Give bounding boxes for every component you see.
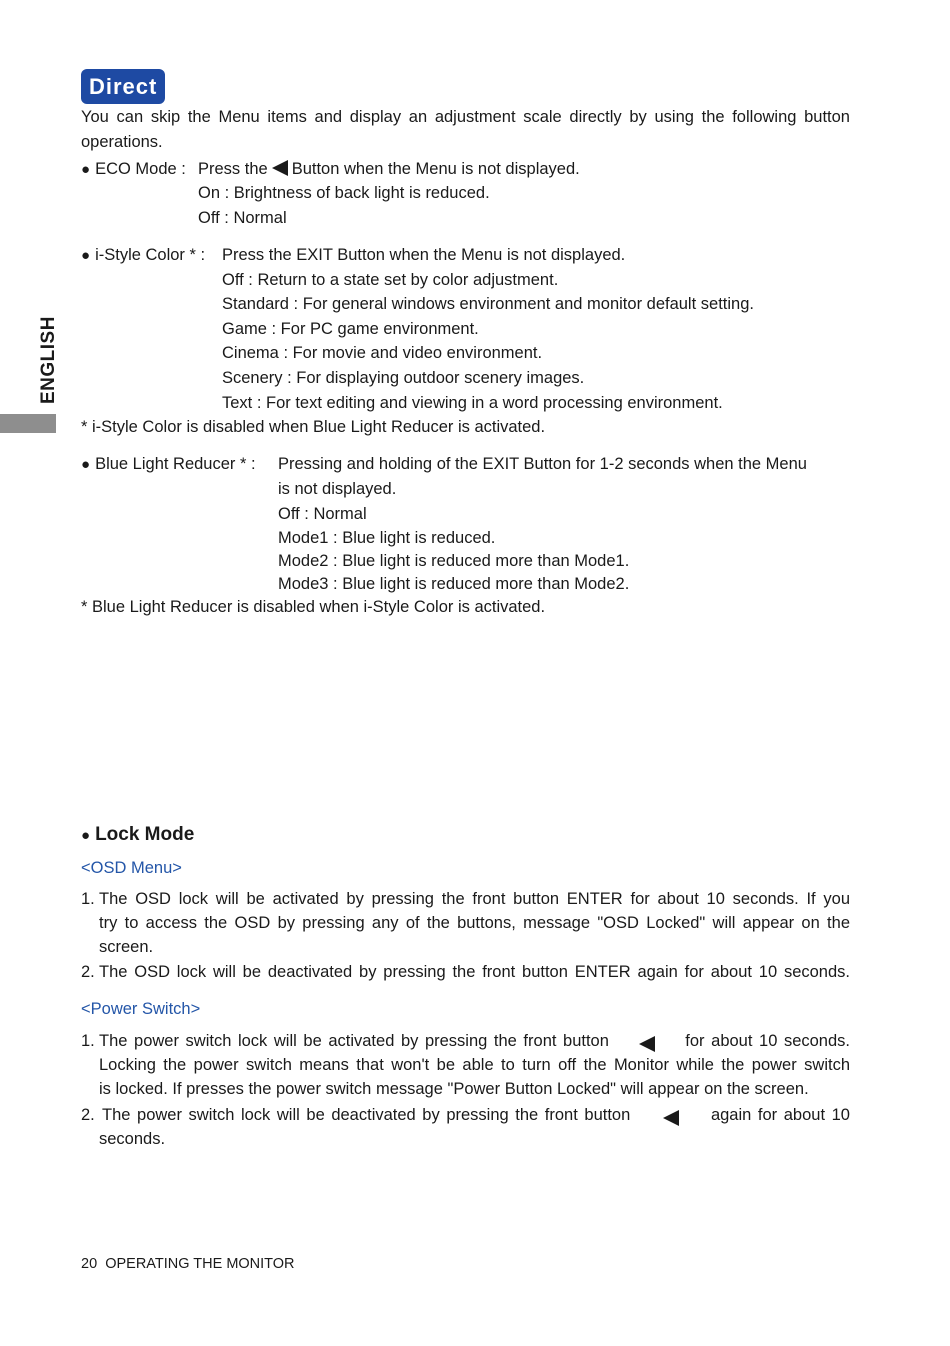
bullet-icon: ●: [81, 827, 91, 844]
power-item-1-after: for about 10 seconds.: [685, 1032, 850, 1050]
blue-light-mode2: Mode2 : Blue light is reduced more than Mode1.: [278, 552, 630, 570]
intro-line-1: You can skip the Menu items and display an adjustment scale directly by using the following button: [81, 108, 850, 126]
blue-light-off: Off : Normal: [278, 505, 367, 523]
blue-light-press-2: is not displayed.: [278, 480, 397, 498]
osd-item-2-number: 2.: [81, 963, 95, 981]
blue-light-label: Blue Light Reducer * :: [95, 455, 256, 473]
language-label: ENGLISH: [38, 316, 59, 404]
power-item-2-line-2: seconds.: [99, 1130, 166, 1148]
osd-item-1-line-2: try to access the OSD by pressing any of the buttons, message "OSD Locked" will appear on the: [99, 914, 850, 932]
left-triangle-button-icon: [663, 1110, 679, 1126]
osd-item-1-line-1: The OSD lock will be activated by pressing the front button ENTER for about 10 seconds. If you: [99, 890, 850, 908]
blue-light-mode1: Mode1 : Blue light is reduced.: [278, 529, 496, 547]
blue-light-note: * Blue Light Reducer is disabled when i-Style Color is activated.: [81, 598, 546, 616]
power-item-2-after: again for about 10: [710, 1106, 850, 1124]
lock-mode-heading: [81, 824, 194, 846]
direct-title-badge: Direct: [81, 69, 165, 104]
power-item-1-line-2: Locking the power switch means that won't be able to turn off the Monitor while the power switch: [99, 1056, 850, 1074]
osd-item-1-number: 1.: [81, 890, 95, 908]
intro-line-2: operations.: [81, 133, 163, 151]
istyle-label: i-Style Color * :: [95, 246, 206, 264]
language-tab-bar: [0, 414, 56, 433]
blue-light-row: [81, 455, 256, 474]
istyle-off: Off : Return to a state set by color adjustment.: [222, 271, 559, 289]
istyle-scenery: Scenery : For displaying outdoor scenery images.: [222, 369, 585, 387]
power-item-1-line-1: [99, 1032, 850, 1052]
bullet-icon: ●: [81, 161, 91, 178]
istyle-note: * i-Style Color is disabled when Blue Light Reducer is activated.: [81, 418, 546, 436]
language-tab: [38, 318, 60, 408]
istyle-cinema: Cinema : For movie and video environment.: [222, 344, 543, 362]
osd-item-1-line-3: screen.: [99, 938, 154, 956]
footer-section: OPERATING THE MONITOR: [105, 1256, 295, 1272]
power-item-2-number: 2.: [81, 1106, 95, 1124]
bullet-icon: ●: [81, 456, 91, 473]
istyle-text: Text : For text editing and viewing in a word processing environment.: [222, 394, 723, 412]
eco-mode-press: [198, 160, 580, 179]
page-footer: [81, 1256, 295, 1272]
power-item-1-before: The power switch lock will be activated by pressing the front button: [99, 1032, 609, 1050]
lock-mode-title: Lock Mode: [95, 824, 195, 845]
left-triangle-button-icon: [272, 160, 288, 176]
istyle-row: [81, 246, 205, 265]
eco-mode-row: [81, 160, 186, 179]
osd-menu-subheading: <OSD Menu>: [81, 859, 182, 877]
eco-press-before: Press the: [198, 160, 268, 178]
osd-item-2-text: The OSD lock will be deactivated by pressing the front button ENTER again for about 10 seconds.: [99, 963, 850, 981]
istyle-standard: Standard : For general windows environment and monitor default setting.: [222, 295, 754, 313]
power-item-1-line-3: is locked. If presses the power switch message "Power Button Locked" will appear on the screen.: [99, 1080, 809, 1098]
istyle-game: Game : For PC game environment.: [222, 320, 479, 338]
blue-light-mode3: Mode3 : Blue light is reduced more than Mode2.: [278, 575, 630, 593]
left-triangle-button-icon: [639, 1036, 655, 1052]
power-item-1-number: 1.: [81, 1032, 95, 1050]
eco-press-after: Button when the Menu is not displayed.: [291, 160, 580, 178]
eco-mode-label: ECO Mode :: [95, 160, 186, 178]
eco-mode-off: Off : Normal: [198, 209, 287, 227]
power-switch-subheading: <Power Switch>: [81, 1000, 201, 1018]
blue-light-press-1: Pressing and holding of the EXIT Button for 1-2 seconds when the Menu: [278, 455, 807, 473]
power-item-2-line-1: [102, 1106, 850, 1126]
bullet-icon: ●: [81, 247, 91, 264]
page-number: 20: [81, 1256, 98, 1272]
power-item-2-before: The power switch lock will be deactivated by pressing the front button: [102, 1106, 631, 1124]
istyle-press: Press the EXIT Button when the Menu is not displayed.: [222, 246, 626, 264]
eco-mode-on: On : Brightness of back light is reduced.: [198, 184, 490, 202]
